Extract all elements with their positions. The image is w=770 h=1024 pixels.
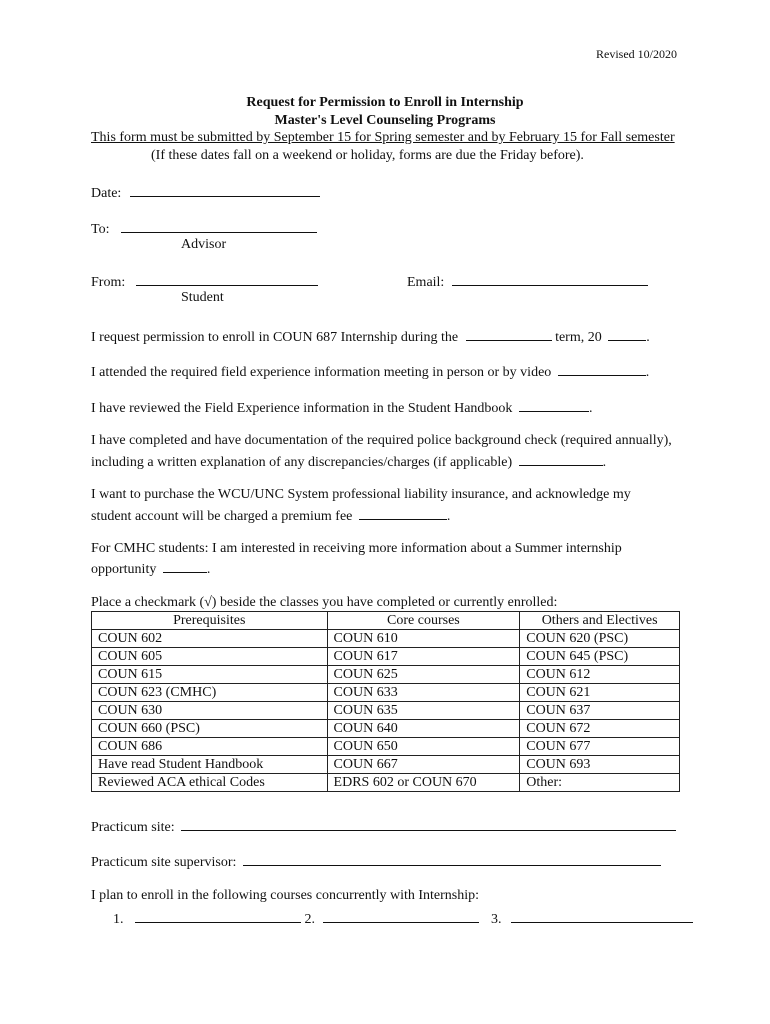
concurrent-course-2-field[interactable] bbox=[323, 908, 479, 923]
table-row bbox=[92, 774, 680, 792]
to-label: To: bbox=[91, 222, 110, 237]
date-field[interactable] bbox=[130, 182, 320, 197]
date-row bbox=[91, 182, 320, 203]
table-row bbox=[92, 684, 680, 702]
table-row bbox=[92, 648, 680, 666]
statement-info-meeting: I attended the required field experience information meeting in person or by video . bbox=[91, 361, 649, 382]
statement-term-text: term, 20 bbox=[555, 330, 602, 345]
student-field[interactable] bbox=[136, 271, 318, 286]
header-electives: Others and Electives bbox=[520, 612, 680, 630]
email-label: Email: bbox=[407, 275, 445, 290]
statement-handbook-text: I have reviewed the Field Experience information in the Student Handbook bbox=[91, 401, 513, 416]
course-cell[interactable]: COUN 650 bbox=[327, 738, 520, 756]
practicum-supervisor-field[interactable] bbox=[243, 851, 661, 866]
practicum-site-row bbox=[91, 816, 676, 837]
statement-insurance-line2: student account will be charged a premium fee . bbox=[91, 505, 450, 526]
course-cell[interactable]: COUN 640 bbox=[327, 720, 520, 738]
course-checklist-table bbox=[91, 611, 680, 792]
table-row bbox=[92, 720, 680, 738]
form-subtitle: Master's Level Counseling Programs bbox=[274, 113, 496, 128]
course-cell[interactable]: COUN 612 bbox=[520, 666, 680, 684]
form-title: Request for Permission to Enroll in Internship bbox=[246, 95, 524, 110]
email-row bbox=[407, 271, 648, 292]
statement-cmhc-line2: opportunity . bbox=[91, 558, 210, 579]
course-cell[interactable]: COUN 660 (PSC) bbox=[92, 720, 328, 738]
concurrent-intro: I plan to enroll in the following courses concurrently with Internship: bbox=[91, 888, 480, 903]
statement-insurance-text: student account will be charged a premium fee bbox=[91, 509, 353, 524]
practicum-site-field[interactable] bbox=[181, 816, 676, 831]
course-cell[interactable]: COUN 617 bbox=[327, 648, 520, 666]
table-row bbox=[92, 756, 680, 774]
course-cell[interactable]: COUN 633 bbox=[327, 684, 520, 702]
revised-date: Revised 10/2020 bbox=[596, 47, 677, 61]
term-field[interactable] bbox=[466, 326, 552, 341]
course-cell[interactable]: COUN 625 bbox=[327, 666, 520, 684]
table-row bbox=[92, 702, 680, 720]
course-number-2: 2. bbox=[304, 912, 315, 927]
course-cell[interactable]: COUN 602 bbox=[92, 630, 328, 648]
table-row bbox=[92, 666, 680, 684]
practicum-supervisor-row bbox=[91, 851, 661, 872]
course-cell[interactable]: COUN 620 (PSC) bbox=[520, 630, 680, 648]
course-cell[interactable]: COUN 693 bbox=[520, 756, 680, 774]
statement-background-text: including a written explanation of any discrepancies/charges (if applicable) bbox=[91, 455, 513, 470]
concurrent-course-1-field[interactable] bbox=[135, 908, 301, 923]
table-header-row bbox=[92, 612, 680, 630]
course-number-3: 3. bbox=[491, 912, 502, 927]
course-cell[interactable]: EDRS 602 or COUN 670 bbox=[327, 774, 520, 792]
cmhc-field[interactable] bbox=[163, 558, 207, 573]
statement-enroll-term: I request permission to enroll in COUN 687 Internship during the term, 20 . bbox=[91, 326, 650, 347]
table-row bbox=[92, 738, 680, 756]
course-cell[interactable]: COUN 686 bbox=[92, 738, 328, 756]
student-caption: Student bbox=[181, 290, 224, 305]
advisor-caption: Advisor bbox=[181, 237, 227, 252]
from-label: From: bbox=[91, 275, 126, 290]
course-cell[interactable]: COUN 623 (CMHC) bbox=[92, 684, 328, 702]
background-check-field[interactable] bbox=[519, 451, 603, 466]
course-cell[interactable]: Have read Student Handbook bbox=[92, 756, 328, 774]
header-prerequisites: Prerequisites bbox=[92, 612, 328, 630]
statement-info-meeting-text: I attended the required field experience information meeting in person or by video bbox=[91, 365, 552, 380]
course-cell[interactable]: COUN 610 bbox=[327, 630, 520, 648]
course-cell[interactable]: COUN 621 bbox=[520, 684, 680, 702]
table-row bbox=[92, 630, 680, 648]
checklist-instruction: Place a checkmark (√) beside the classes you have completed or currently enrolled: bbox=[91, 595, 558, 610]
advisor-field[interactable] bbox=[121, 218, 317, 233]
statement-enroll-text: I request permission to enroll in COUN 687 Internship during the bbox=[91, 330, 459, 345]
insurance-field[interactable] bbox=[359, 505, 447, 520]
course-cell[interactable]: COUN 635 bbox=[327, 702, 520, 720]
deadline-note: (If these dates fall on a weekend or holiday, forms are due the Friday before). bbox=[151, 148, 584, 163]
statement-background-line2: including a written explanation of any discrepancies/charges (if applicable) . bbox=[91, 451, 606, 472]
statement-background-line1: I have completed and have documentation of the required police background check (required annually), bbox=[91, 433, 672, 448]
statement-handbook: I have reviewed the Field Experience information in the Student Handbook . bbox=[91, 397, 592, 418]
statement-insurance-line1: I want to purchase the WCU/UNC System professional liability insurance, and acknowledge my bbox=[91, 487, 631, 502]
practicum-site-label: Practicum site: bbox=[91, 820, 175, 835]
date-label: Date: bbox=[91, 186, 122, 201]
course-cell[interactable]: Reviewed ACA ethical Codes bbox=[92, 774, 328, 792]
info-meeting-field[interactable] bbox=[558, 361, 646, 376]
course-cell[interactable]: COUN 615 bbox=[92, 666, 328, 684]
statement-cmhc-line1: For CMHC students: I am interested in receiving more information about a Summer internship bbox=[91, 541, 622, 556]
course-cell[interactable]: COUN 637 bbox=[520, 702, 680, 720]
concurrent-course-3-field[interactable] bbox=[511, 908, 693, 923]
practicum-supervisor-label: Practicum site supervisor: bbox=[91, 855, 237, 870]
course-cell[interactable]: COUN 605 bbox=[92, 648, 328, 666]
concurrent-courses-row bbox=[113, 908, 693, 929]
deadline-notice: This form must be submitted by September 15 for Spring semester and by February 15 for Fall semester bbox=[91, 130, 675, 145]
course-number-1: 1. bbox=[113, 912, 124, 927]
course-cell[interactable]: COUN 630 bbox=[92, 702, 328, 720]
handbook-field[interactable] bbox=[519, 397, 589, 412]
email-field[interactable] bbox=[452, 271, 648, 286]
course-cell[interactable]: COUN 677 bbox=[520, 738, 680, 756]
statement-cmhc-text: opportunity bbox=[91, 562, 157, 577]
course-cell[interactable]: COUN 667 bbox=[327, 756, 520, 774]
header-core-courses: Core courses bbox=[327, 612, 520, 630]
year-field[interactable] bbox=[608, 326, 646, 341]
course-cell[interactable]: COUN 645 (PSC) bbox=[520, 648, 680, 666]
course-cell[interactable]: COUN 672 bbox=[520, 720, 680, 738]
course-cell[interactable]: Other: bbox=[520, 774, 680, 792]
